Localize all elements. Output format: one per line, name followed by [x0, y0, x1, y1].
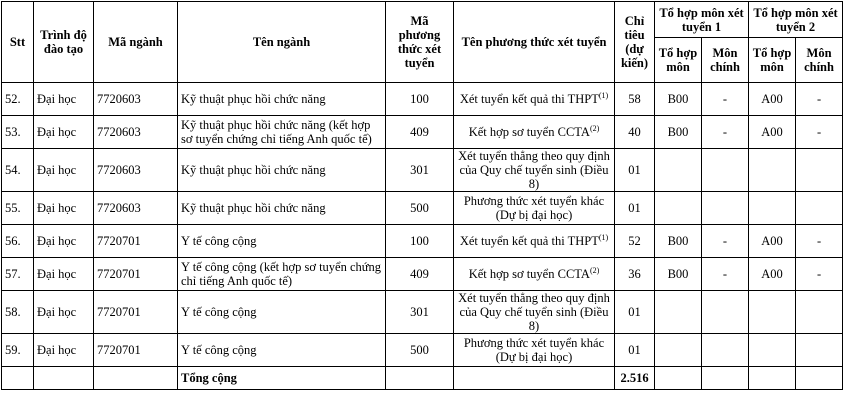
row-combo-2: A00 [749, 258, 796, 291]
row-main-1 [702, 149, 749, 192]
row-stt: 58. [2, 291, 34, 334]
row-method-code: 500 [386, 192, 454, 225]
table-row [2, 149, 843, 192]
row-stt: 55. [2, 192, 34, 225]
header-to-hop-2: Tổ hợp môn xét tuyển 2 [749, 2, 843, 38]
table-row [2, 116, 843, 149]
row-quota: 40 [615, 116, 655, 149]
method-text: Xét tuyển kết quả thi THPT [459, 92, 599, 106]
row-quota: 01 [615, 291, 655, 334]
row-combo-1 [655, 291, 702, 334]
row-quota: 52 [615, 225, 655, 258]
row-combo-1: B00 [655, 225, 702, 258]
row-level: Đại học [34, 258, 94, 291]
row-name: Y tế công cộng [178, 291, 386, 334]
row-combo-2: A00 [749, 83, 796, 116]
row-method [454, 149, 615, 192]
admission-table [1, 1, 843, 390]
header-ten-phuong-thuc: Tên phương thức xét tuyển [454, 2, 615, 83]
header-chi-tieu: Chỉ tiêu (dự kiến) [615, 2, 655, 83]
table-header [2, 2, 843, 83]
row-main-1 [702, 334, 749, 367]
method-text: Kết hợp sơ tuyển CCTA [468, 125, 590, 139]
row-combo-1: B00 [655, 258, 702, 291]
row-combo-2: A00 [749, 225, 796, 258]
row-code: 7720701 [94, 291, 178, 334]
method-text: Xét tuyển thẳng theo quy định của Quy chế tuyển sinh (Điều 8) [458, 149, 610, 191]
row-method-code: 100 [386, 83, 454, 116]
row-main-2: - [796, 116, 843, 149]
table-row [2, 225, 843, 258]
row-level: Đại học [34, 149, 94, 192]
row-method-code: 301 [386, 149, 454, 192]
row-name: Kỹ thuật phục hồi chức năng (kết hợp sơ tuyển chứng chỉ tiếng Anh quốc tế) [178, 116, 386, 149]
row-level: Đại học [34, 116, 94, 149]
row-combo-1: B00 [655, 83, 702, 116]
row-combo-2 [749, 149, 796, 192]
row-method [454, 83, 615, 116]
row-main-1: - [702, 225, 749, 258]
row-name: Kỹ thuật phục hồi chức năng [178, 149, 386, 192]
total-value: 2.516 [615, 367, 655, 390]
footnote-marker: (2) [589, 123, 600, 133]
table-row [2, 291, 843, 334]
method-text: Phương thức xét tuyển khác (Dự bị đại học) [463, 194, 605, 222]
row-level: Đại học [34, 225, 94, 258]
header-to-hop-mon-2: Tổ hợp môn [749, 38, 796, 83]
row-stt: 56. [2, 225, 34, 258]
row-method-code: 500 [386, 334, 454, 367]
row-main-2: - [796, 225, 843, 258]
row-stt: 59. [2, 334, 34, 367]
table-row [2, 258, 843, 291]
row-main-1: - [702, 258, 749, 291]
row-name: Y tế công cộng (kết hợp sơ tuyển chứng chỉ tiếng Anh quốc tế) [178, 258, 386, 291]
header-to-hop-1: Tổ hợp môn xét tuyển 1 [655, 2, 749, 38]
header-stt: Stt [2, 2, 34, 83]
row-code: 7720701 [94, 225, 178, 258]
row-main-2: - [796, 258, 843, 291]
row-method-code: 301 [386, 291, 454, 334]
row-stt: 53. [2, 116, 34, 149]
row-method [454, 334, 615, 367]
header-mon-chinh-1: Môn chính [702, 38, 749, 83]
row-main-2 [796, 192, 843, 225]
row-name: Y tế công cộng [178, 334, 386, 367]
row-combo-2 [749, 291, 796, 334]
row-main-2 [796, 291, 843, 334]
row-method [454, 116, 615, 149]
row-level: Đại học [34, 192, 94, 225]
row-quota: 01 [615, 334, 655, 367]
header-ma-phuong-thuc: Mã phương thức xét tuyển [386, 2, 454, 83]
header-to-hop-mon-1: Tổ hợp môn [655, 38, 702, 83]
header-mon-chinh-2: Môn chính [796, 38, 843, 83]
row-main-1 [702, 291, 749, 334]
row-main-2: - [796, 83, 843, 116]
footnote-marker: (2) [589, 265, 600, 275]
row-main-1: - [702, 83, 749, 116]
row-main-1 [702, 192, 749, 225]
row-level: Đại học [34, 83, 94, 116]
row-combo-2 [749, 192, 796, 225]
row-method-code: 100 [386, 225, 454, 258]
row-combo-1 [655, 334, 702, 367]
footnote-marker: (1) [598, 90, 609, 100]
row-code: 7720603 [94, 83, 178, 116]
row-method [454, 291, 615, 334]
total-label: Tổng cộng [178, 367, 386, 390]
row-level: Đại học [34, 291, 94, 334]
row-name: Y tế công cộng [178, 225, 386, 258]
row-code: 7720701 [94, 334, 178, 367]
row-name: Kỹ thuật phục hồi chức năng [178, 83, 386, 116]
row-code: 7720603 [94, 192, 178, 225]
row-combo-2: A00 [749, 116, 796, 149]
method-text: Phương thức xét tuyển khác (Dự bị đại học) [463, 336, 605, 364]
row-quota: 36 [615, 258, 655, 291]
header-trinh-do: Trình độ đào tạo [34, 2, 94, 83]
row-combo-1 [655, 192, 702, 225]
row-name: Kỹ thuật phục hồi chức năng [178, 192, 386, 225]
method-text: Kết hợp sơ tuyển CCTA [468, 267, 590, 281]
row-method [454, 192, 615, 225]
table-row [2, 334, 843, 367]
method-text: Xét tuyển kết quả thi THPT [459, 234, 599, 248]
row-method [454, 258, 615, 291]
header-ten-nganh: Tên ngành [178, 2, 386, 83]
header-ma-nganh: Mã ngành [94, 2, 178, 83]
row-code: 7720701 [94, 258, 178, 291]
row-stt: 52. [2, 83, 34, 116]
row-main-2 [796, 334, 843, 367]
row-main-2 [796, 149, 843, 192]
method-text: Xét tuyển thẳng theo quy định của Quy chế tuyển sinh (Điều 8) [458, 291, 610, 333]
row-quota: 01 [615, 149, 655, 192]
row-combo-2 [749, 334, 796, 367]
table-row [2, 83, 843, 116]
table-body [2, 83, 843, 367]
table-row [2, 192, 843, 225]
row-combo-1: B00 [655, 116, 702, 149]
row-level: Đại học [34, 334, 94, 367]
row-stt: 57. [2, 258, 34, 291]
footnote-marker: (1) [598, 232, 609, 242]
row-method-code: 409 [386, 258, 454, 291]
row-quota: 58 [615, 83, 655, 116]
row-code: 7720603 [94, 116, 178, 149]
row-method-code: 409 [386, 116, 454, 149]
row-main-1: - [702, 116, 749, 149]
total-row [2, 367, 843, 390]
row-code: 7720603 [94, 149, 178, 192]
row-method [454, 225, 615, 258]
row-combo-1 [655, 149, 702, 192]
row-quota: 01 [615, 192, 655, 225]
row-stt: 54. [2, 149, 34, 192]
